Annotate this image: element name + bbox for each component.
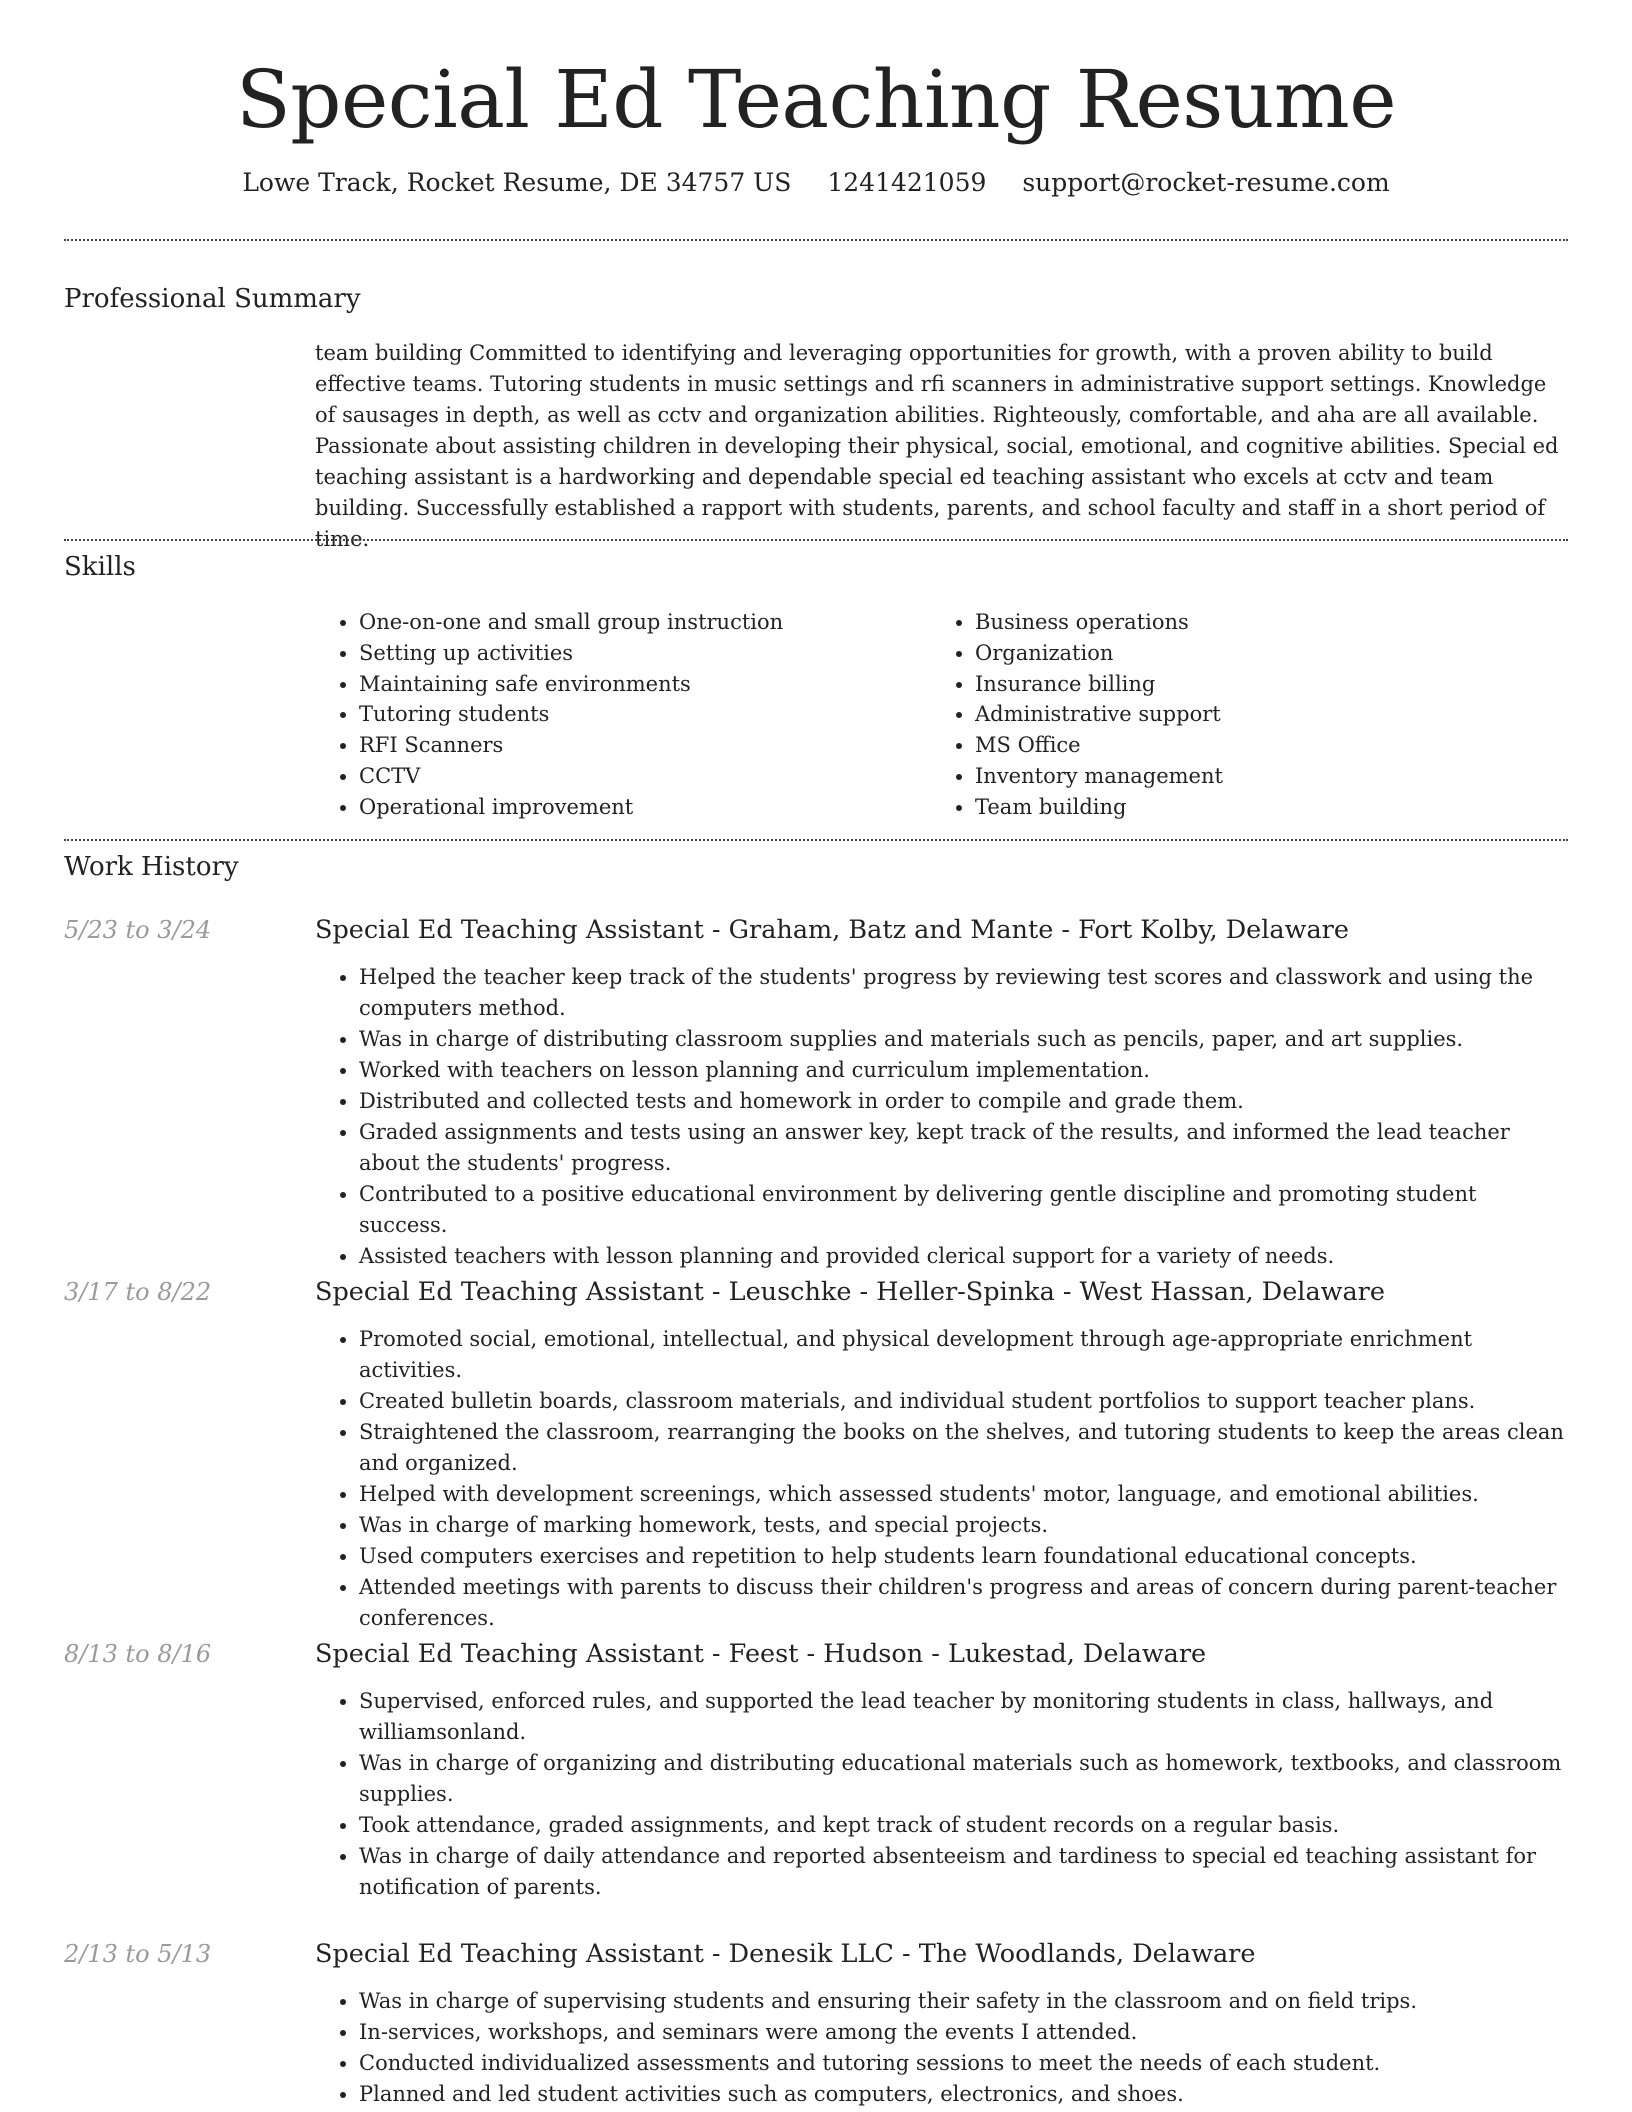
skill-item: • Maintaining safe environments bbox=[359, 669, 931, 700]
job-bullet: • Was in charge of marking homework, tests, and special projects. bbox=[359, 1510, 1570, 1541]
divider bbox=[64, 839, 1568, 841]
skill-item: • Operational improvement bbox=[359, 792, 931, 823]
contact-phone: 1241421059 bbox=[827, 168, 987, 197]
job-bullet: • Used computers exercises and repetition to help students learn foundational educational concepts. bbox=[359, 1541, 1570, 1572]
job-bullets bbox=[315, 962, 1570, 1272]
job-bullet: • Was in charge of daily attendance and reported absenteeism and tardiness to special ed teaching assistant for notification of parents. bbox=[359, 1841, 1570, 1903]
skill-item: • Business operations bbox=[975, 607, 1547, 638]
job-dates: 3/17 to 8/22 bbox=[64, 1278, 212, 1306]
job-bullet: • Conducted individualized assessments and tutoring sessions to meet the needs of each student. bbox=[359, 2048, 1570, 2079]
job-bullet: • In-services, workshops, and seminars were among the events I attended. bbox=[359, 2017, 1570, 2048]
skill-item: • Inventory management bbox=[975, 761, 1547, 792]
job-dates: 5/23 to 3/24 bbox=[64, 916, 212, 944]
job-bullet: • Attended meetings with parents to discuss their children's progress and areas of concern during parent-teacher conferences. bbox=[359, 1572, 1570, 1634]
skills-heading: Skills bbox=[64, 552, 136, 582]
contact-address: Lowe Track, Rocket Resume, DE 34757 US bbox=[242, 168, 792, 197]
job-dates: 8/13 to 8/16 bbox=[64, 1640, 212, 1668]
skill-item: • Setting up activities bbox=[359, 638, 931, 669]
job-bullet: • Was in charge of organizing and distributing educational materials such as homework, textbooks, and classroom supplies. bbox=[359, 1748, 1570, 1810]
job-title: Special Ed Teaching Assistant - Leuschke - Heller-Spinka - West Hassan, Delaware bbox=[315, 1277, 1385, 1307]
contact-line bbox=[0, 168, 1632, 198]
skills-column-left bbox=[315, 607, 931, 823]
job-bullet: • Distributed and collected tests and homework in order to compile and grade them. bbox=[359, 1086, 1570, 1117]
job-title: Special Ed Teaching Assistant - Denesik LLC - The Woodlands, Delaware bbox=[315, 1939, 1256, 1969]
job-bullet: • Supervised, enforced rules, and supported the lead teacher by monitoring students in class, hallways, and williamsonland. bbox=[359, 1686, 1570, 1748]
skill-item: • Tutoring students bbox=[359, 699, 931, 730]
job-bullets bbox=[315, 1324, 1570, 1634]
work-history-heading: Work History bbox=[64, 852, 239, 882]
job-bullet: • Created bulletin boards, classroom materials, and individual student portfolios to support teacher plans. bbox=[359, 1386, 1570, 1417]
skill-item: • CCTV bbox=[359, 761, 931, 792]
skills-column-right bbox=[931, 607, 1547, 823]
job-bullet: • Was in charge of supervising students and ensuring their safety in the classroom and on field trips. bbox=[359, 1986, 1570, 2017]
skill-item: • MS Office bbox=[975, 730, 1547, 761]
job-bullet: • Promoted social, emotional, intellectual, and physical development through age-appropriate enrichment activities. bbox=[359, 1324, 1570, 1386]
skill-item: • Insurance billing bbox=[975, 669, 1547, 700]
skill-item: • Team building bbox=[975, 792, 1547, 823]
skill-item: • Administrative support bbox=[975, 699, 1547, 730]
contact-email: support@rocket-resume.com bbox=[1022, 168, 1390, 197]
divider bbox=[64, 539, 1568, 541]
summary-heading: Professional Summary bbox=[64, 284, 361, 314]
skill-item: • RFI Scanners bbox=[359, 730, 931, 761]
skill-item: • One-on-one and small group instruction bbox=[359, 607, 931, 638]
job-bullet: • Helped the teacher keep track of the students' progress by reviewing test scores and classwork and using the computers method. bbox=[359, 962, 1570, 1024]
job-bullet: • Assisted teachers with lesson planning and provided clerical support for a variety of needs. bbox=[359, 1241, 1570, 1272]
resume-name: Special Ed Teaching Resume bbox=[235, 53, 1397, 146]
job-bullet: • Planned and led student activities such as computers, electronics, and shoes. bbox=[359, 2079, 1570, 2110]
skills-list bbox=[315, 607, 1570, 823]
job-title: Special Ed Teaching Assistant - Feest - Hudson - Lukestad, Delaware bbox=[315, 1639, 1207, 1669]
job-bullet: • Helped with development screenings, which assessed students' motor, language, and emotional abilities. bbox=[359, 1479, 1570, 1510]
job-dates: 2/13 to 5/13 bbox=[64, 1940, 212, 1968]
job-bullet: • Contributed to a positive educational environment by delivering gentle discipline and promoting student success. bbox=[359, 1179, 1570, 1241]
job-bullet: • Graded assignments and tests using an answer key, kept track of the results, and informed the lead teacher about the students' progress. bbox=[359, 1117, 1570, 1179]
skill-item: • Organization bbox=[975, 638, 1547, 669]
job-bullet: • Took attendance, graded assignments, and kept track of student records on a regular basis. bbox=[359, 1810, 1570, 1841]
job-title: Special Ed Teaching Assistant - Graham, Batz and Mante - Fort Kolby, Delaware bbox=[315, 915, 1349, 945]
job-bullets bbox=[315, 1686, 1570, 1903]
job-bullet: • Worked with teachers on lesson planning and curriculum implementation. bbox=[359, 1055, 1570, 1086]
job-bullet: • Was in charge of distributing classroom supplies and materials such as pencils, paper, and art supplies. bbox=[359, 1024, 1570, 1055]
job-bullet: • Straightened the classroom, rearranging the books on the shelves, and tutoring students to keep the areas clean and organized. bbox=[359, 1417, 1570, 1479]
divider bbox=[64, 239, 1568, 241]
job-bullets bbox=[315, 1986, 1570, 2110]
summary-text: team building Committed to identifying and leveraging opportunities for growth, with a proven ability to build effective teams. Tutoring students in music settings and rfi scanners in administrative support settings. Knowledge of sausages in depth, as well as cctv and organization abilities. Righteously, comfortable, and aha are all available. Passionate about assisting children in developing their physical, social, emotional, and cognitive abilities. Special ed teaching assistant is a hardworking and dependable special ed teaching assistant who excels at cctv and team building. Successfully established a rapport with students, parents, and school faculty and staff in a short period of time. bbox=[315, 341, 1559, 551]
